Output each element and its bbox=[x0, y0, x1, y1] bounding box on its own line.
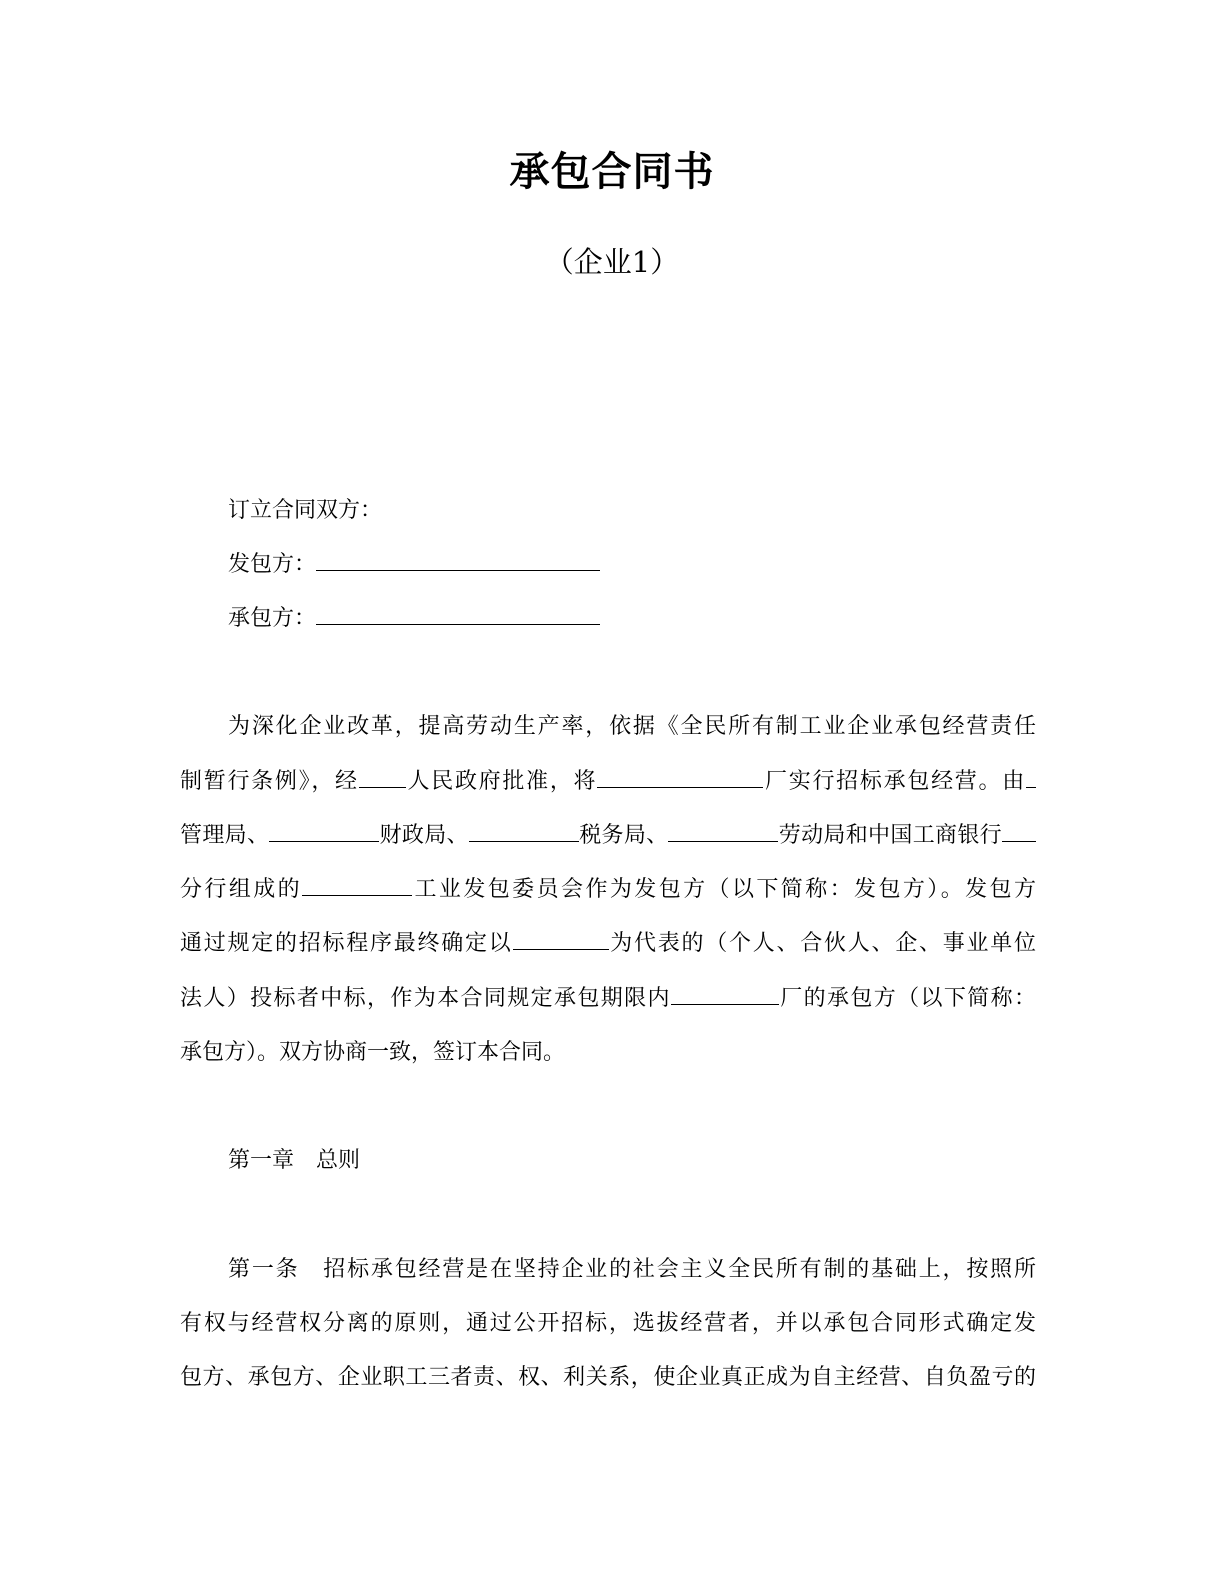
preamble-text: 税务局、 bbox=[578, 823, 669, 848]
preamble-text: 通过规定的招标程序最终确定以 bbox=[180, 931, 513, 956]
preamble-text: 劳动局和中国工商银行 bbox=[778, 823, 1002, 848]
preamble-text: 管理局、 bbox=[180, 823, 270, 848]
preamble-text: 为代表的（个人、合伙人、企、事业单位 bbox=[608, 931, 1036, 956]
blank-field bbox=[671, 984, 779, 1005]
preamble-line-4 bbox=[180, 873, 1036, 907]
contractor-label: 承包方： bbox=[228, 606, 317, 631]
preamble-line-5 bbox=[180, 927, 1036, 961]
employer-blank bbox=[316, 550, 600, 571]
preamble-text: 厂的承包方（以下简称： bbox=[778, 986, 1036, 1011]
employer-line bbox=[228, 548, 1036, 582]
blank-field bbox=[1026, 767, 1036, 788]
blank-field bbox=[597, 767, 763, 788]
preamble-line-2 bbox=[180, 765, 1036, 799]
employer-label: 发包方： bbox=[228, 552, 317, 577]
article-1-line-2: 有权与经营权分离的原则，通过公开招标，选拔经营者，并以承包合同形式确定发 bbox=[180, 1311, 1036, 1336]
preamble-line-6 bbox=[180, 982, 1036, 1016]
preamble-text: 财政局、 bbox=[379, 823, 469, 848]
preamble-line-3 bbox=[180, 819, 1036, 853]
blank-field bbox=[513, 929, 609, 950]
preamble-text: 制暂行条例》，经 bbox=[180, 769, 359, 794]
article-1-line-1: 第一条 招标承包经营是在坚持企业的社会主义全民所有制的基础上，按照所 bbox=[228, 1257, 1036, 1282]
preamble-line-1: 为深化企业改革，提高劳动生产率，依据《全民所有制工业企业承包经营责任 bbox=[228, 714, 1036, 739]
preamble-line-7: 承包方）。双方协商一致，签订本合同。 bbox=[180, 1040, 566, 1065]
chapter-heading: 第一章 总则 bbox=[228, 1148, 361, 1173]
parties-heading: 订立合同双方： bbox=[228, 498, 383, 523]
blank-field bbox=[1002, 821, 1036, 842]
article-1-line-3: 包方、承包方、企业职工三者责、权、利关系，使企业真正成为自主经营、自负盈亏的 bbox=[180, 1365, 1036, 1390]
contractor-line bbox=[228, 602, 1036, 636]
blank-field bbox=[302, 875, 412, 896]
preamble-text: 法人）投标者中标，作为本合同规定承包期限内 bbox=[180, 986, 671, 1011]
document-title: 承包合同书 bbox=[509, 149, 715, 195]
preamble-text: 厂实行招标承包经营。由 bbox=[763, 769, 1026, 794]
blank-field bbox=[469, 821, 579, 842]
blank-field bbox=[359, 767, 406, 788]
blank-field bbox=[269, 821, 379, 842]
blank-field bbox=[668, 821, 778, 842]
contractor-blank bbox=[316, 604, 600, 625]
preamble-text: 工业发包委员会作为发包方（以下简称：发包方）。发包方 bbox=[412, 877, 1036, 902]
document-subtitle: （企业1） bbox=[544, 245, 680, 279]
preamble-text: 人民政府批准，将 bbox=[405, 769, 598, 794]
preamble-text: 分行组成的 bbox=[180, 877, 303, 902]
